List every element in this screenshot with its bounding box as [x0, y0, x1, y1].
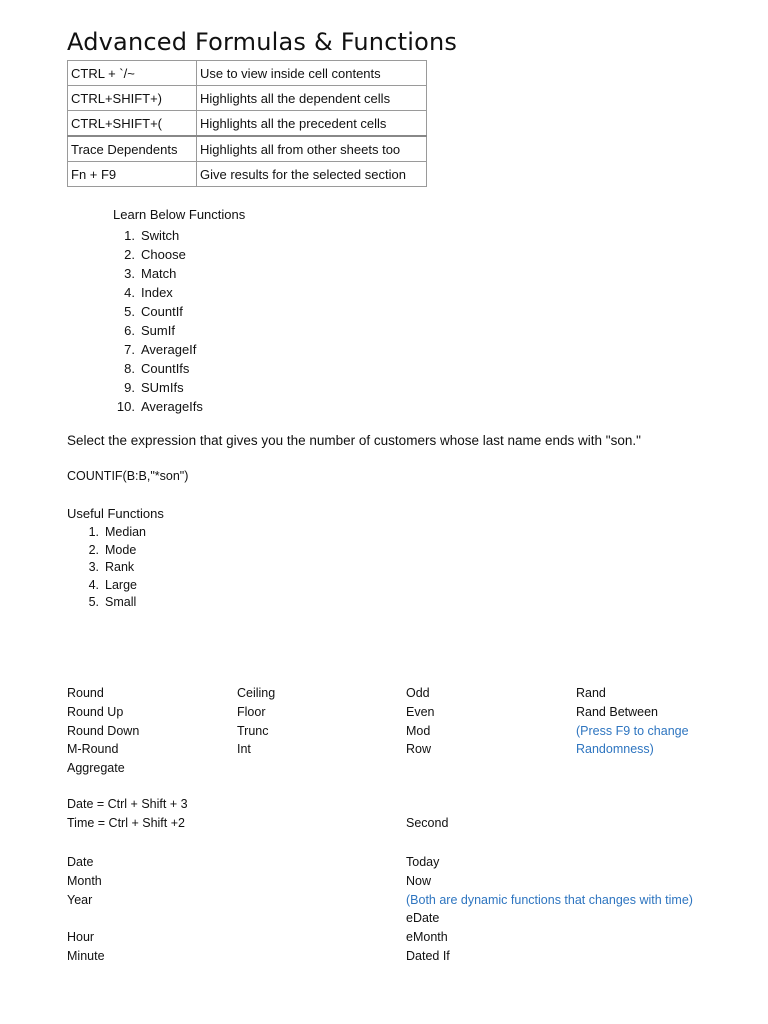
function-name: Dated If	[406, 948, 450, 963]
list-item	[113, 340, 203, 359]
list-item-label: Large	[105, 577, 137, 592]
list-item-label: AverageIf	[141, 342, 197, 357]
function-name: Date	[67, 855, 94, 869]
list-number: 8.	[124, 361, 135, 376]
list-item-label: SumIf	[141, 323, 175, 338]
list-item	[77, 524, 146, 542]
list-item	[113, 321, 203, 340]
function-name: Second	[406, 816, 449, 830]
list-item-label: AverageIfs	[141, 399, 203, 414]
shortcut-description: Highlights all from other sheets too	[197, 136, 427, 162]
table-row	[68, 136, 427, 162]
list-item	[113, 397, 203, 416]
list-number: 1.	[124, 228, 135, 243]
list-item	[113, 378, 203, 397]
list-item-label: Match	[141, 266, 177, 281]
function-name: Even	[406, 704, 435, 719]
function-name: eMonth	[406, 930, 448, 945]
list-number: 6.	[124, 323, 135, 338]
function-column-rounding	[67, 684, 139, 778]
list-item	[113, 264, 203, 283]
time-shortcut: Time = Ctrl + Shift +2	[67, 816, 185, 830]
answer-formula: COUNTIF(B:B,"*son")	[67, 469, 189, 483]
list-number: 5.	[124, 304, 135, 319]
function-name: Now	[406, 873, 432, 888]
function-name: Year	[67, 892, 93, 907]
list-item-label: Index	[141, 285, 173, 300]
list-number: 2.	[124, 247, 135, 262]
table-row	[68, 162, 427, 187]
random-note: Randomness)	[576, 742, 654, 757]
shortcut-description: Highlights all the dependent cells	[197, 86, 427, 111]
function-name: Floor	[237, 704, 266, 719]
function-name: Ceiling	[237, 686, 276, 700]
question-text: Select the expression that gives you the number of customers whose last name ends with "son."	[67, 433, 641, 448]
date-shortcut: Date = Ctrl + Shift + 3	[67, 797, 188, 811]
list-number: 1.	[88, 525, 99, 539]
list-item-label: Choose	[141, 247, 186, 262]
shortcut-key: CTRL + `/~	[68, 61, 197, 86]
function-name: Round	[67, 686, 104, 700]
function-name: Mod	[406, 723, 431, 738]
list-item-label: Rank	[105, 560, 135, 574]
function-name: Trunc	[237, 723, 269, 738]
function-column-truncation	[237, 684, 275, 759]
function-column-parity	[406, 684, 435, 759]
list-item-label: CountIfs	[141, 361, 190, 376]
list-item	[113, 359, 203, 378]
shortcut-description: Highlights all the precedent cells	[197, 111, 427, 137]
time-functions	[67, 928, 105, 966]
list-item	[77, 594, 146, 612]
function-name: Round Down	[67, 723, 140, 738]
list-item	[77, 542, 146, 560]
shortcuts-table	[67, 60, 427, 187]
list-item	[113, 283, 203, 302]
list-item-label: Switch	[141, 228, 180, 243]
function-name: M-Round	[67, 742, 119, 757]
list-item-label: Mode	[105, 542, 137, 557]
shortcut-key: CTRL+SHIFT+)	[68, 86, 197, 111]
list-item-label: Median	[105, 525, 146, 539]
learn-list	[113, 226, 203, 416]
list-item	[77, 577, 146, 595]
shortcut-key: CTRL+SHIFT+(	[68, 111, 197, 137]
list-item-label: Small	[105, 595, 137, 609]
list-item	[77, 559, 146, 577]
function-name: Rand Between	[576, 704, 659, 719]
list-item	[113, 226, 203, 245]
function-name: Minute	[67, 948, 105, 963]
useful-heading: Useful Functions	[67, 506, 164, 521]
table-row	[68, 86, 427, 111]
function-name: Round Up	[67, 704, 124, 719]
function-name: Int	[237, 742, 251, 757]
date-functions-right	[406, 853, 693, 966]
list-number: 7.	[124, 342, 135, 357]
list-item	[113, 245, 203, 264]
random-note: (Press F9 to change	[576, 723, 689, 738]
shortcut-key: Fn + F9	[68, 162, 197, 187]
list-number: 3.	[124, 266, 135, 281]
table-row	[68, 61, 427, 86]
list-number: 9.	[124, 380, 135, 395]
function-name: Row	[406, 742, 432, 757]
function-name: Aggregate	[67, 761, 125, 776]
list-item-label: CountIf	[141, 304, 183, 319]
function-column-random	[576, 684, 689, 759]
shortcut-key: Trace Dependents	[68, 136, 197, 162]
table-row	[68, 111, 427, 137]
function-name: eDate	[406, 911, 440, 926]
list-number: 4.	[88, 577, 99, 592]
date-functions-left	[67, 853, 102, 909]
list-item	[113, 302, 203, 321]
list-number: 2.	[88, 542, 99, 557]
list-number: 4.	[124, 285, 135, 300]
shortcut-description: Give results for the selected section	[197, 162, 427, 187]
function-name: Month	[67, 873, 102, 888]
dynamic-note: (Both are dynamic functions that changes with time)	[406, 892, 693, 907]
shortcut-description: Use to view inside cell contents	[197, 61, 427, 86]
function-name: Hour	[67, 930, 95, 944]
function-name: Today	[406, 855, 440, 869]
list-item-label: SUmIfs	[141, 380, 184, 395]
page-title: Advanced Formulas & Functions	[67, 28, 458, 56]
function-name: Rand	[576, 686, 606, 700]
list-number: 3.	[88, 560, 99, 574]
learn-heading: Learn Below Functions	[113, 207, 246, 222]
list-number: 10.	[116, 399, 135, 414]
useful-list	[77, 524, 146, 612]
list-number: 5.	[88, 595, 99, 609]
function-name: Odd	[406, 686, 430, 700]
